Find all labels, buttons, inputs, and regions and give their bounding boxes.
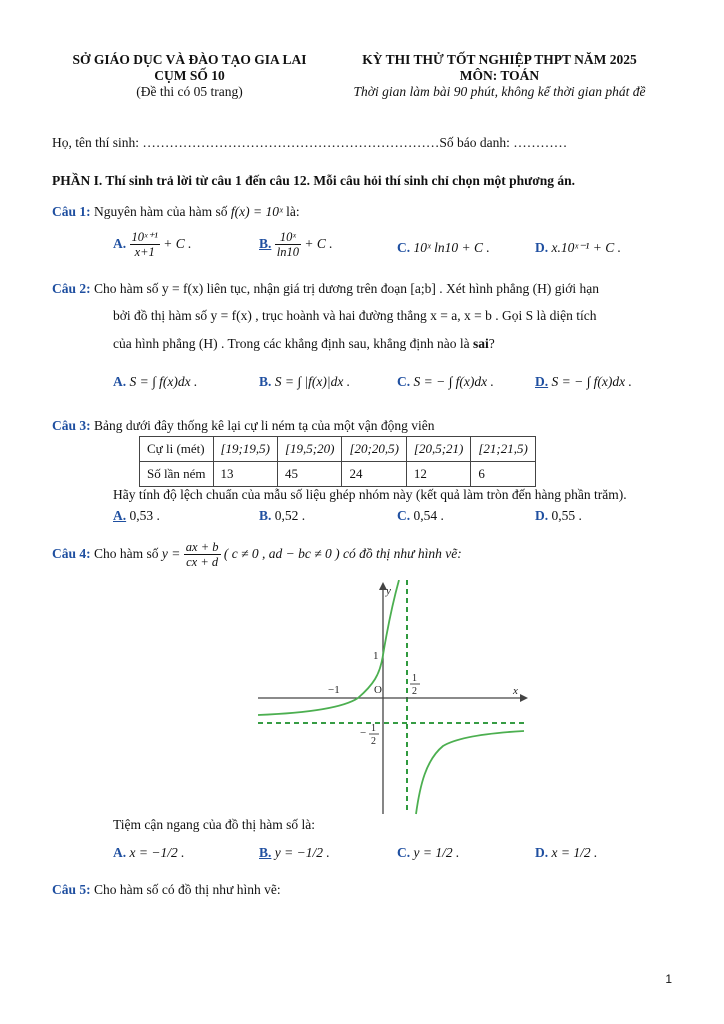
question-1-stem: [52, 204, 300, 220]
question-1-label: Câu 1:: [52, 204, 91, 219]
table-row: [140, 437, 536, 462]
part-1-heading: PHẦN I. Thí sinh trả lời từ câu 1 đến câu 12. Mỗi câu hỏi thí sinh chỉ chọn một phương án.: [52, 173, 575, 188]
question-5-label: Câu 5:: [52, 882, 91, 897]
option-label: C.: [397, 845, 411, 860]
table-cell: 24: [342, 462, 406, 487]
student-info-line: Họ, tên thí sinh: …………………………………………………………Số báo danh: …………: [52, 135, 568, 150]
y-axis-label: y: [386, 585, 391, 597]
question-1-text: Nguyên hàm của hàm số: [94, 204, 228, 219]
question-4-option-a[interactable]: [113, 845, 184, 861]
option-text: y = 1/2 .: [413, 845, 460, 860]
table-row: [140, 462, 536, 487]
neg-half-numerator: 1: [371, 723, 376, 734]
option-label: A.: [113, 374, 127, 389]
option-text: y = −1/2 .: [274, 845, 330, 860]
half-denominator: 2: [412, 686, 417, 697]
subject: MÔN: TOÁN: [459, 68, 540, 83]
table-cell: Cự li (mét): [140, 437, 214, 462]
question-3-text: Bảng dưới đây thống kê lại cự li ném tạ của một vận động viên: [94, 418, 435, 433]
question-4-option-d[interactable]: [535, 845, 597, 861]
option-text: S = ∫ f(x)dx .: [129, 374, 198, 389]
option-label: B.: [259, 508, 272, 523]
option-label: A.: [113, 235, 127, 251]
question-2-option-c[interactable]: [397, 374, 494, 390]
tick-label-minus-1: −1: [328, 684, 340, 696]
option-text: 10ˣ ln10 + C .: [413, 240, 490, 255]
question-1-option-c[interactable]: [397, 240, 490, 256]
question-1-option-d[interactable]: [535, 240, 621, 256]
option-label: D.: [535, 508, 549, 523]
question-2-line-2: bởi đồ thị hàm số y = f(x) , trục hoành và hai đường thẳng x = a, x = b . Gọi S là diện tích: [113, 308, 597, 323]
fraction: [130, 230, 160, 260]
numerator: 10ˣ: [275, 230, 301, 245]
table-cell: 45: [277, 462, 341, 487]
option-text: x = −1/2 .: [129, 845, 185, 860]
page-count-note: (Đề thi có 05 trang): [136, 84, 243, 99]
option-tail: + C .: [304, 235, 333, 251]
question-4-ask: Tiệm cận ngang của đồ thị hàm số là:: [113, 817, 315, 832]
table-cell: 12: [406, 462, 470, 487]
question-4-label: Câu 4:: [52, 545, 91, 561]
question-2-text: Cho hàm số y = f(x) liên tục, nhận giá trị dương trên đoạn [a;b] . Xét hình phẳng (H) giới hạn: [94, 281, 599, 296]
option-label: D.: [535, 240, 549, 255]
question-5-text: Cho hàm số có đồ thị như hình vẽ:: [94, 882, 281, 897]
option-label: B.: [259, 845, 272, 860]
rational-function-graph: [258, 580, 528, 816]
table-cell: [19;19,5): [213, 437, 277, 462]
question-2-line-1: [52, 281, 599, 297]
option-text: 0,52 .: [274, 508, 306, 523]
option-text: S = − ∫ f(x)dx .: [413, 374, 494, 389]
option-text: 0,55 .: [551, 508, 582, 523]
x-axis-arrow-icon: [520, 694, 528, 702]
option-label: C.: [397, 374, 411, 389]
option-text: x = 1/2 .: [551, 845, 598, 860]
table-cell: Số lần ném: [140, 462, 214, 487]
denominator: cx + d: [186, 555, 219, 570]
function-fraction: [184, 540, 221, 570]
option-text: 0,53 .: [129, 508, 160, 523]
tick-label-1: 1: [373, 650, 379, 662]
question-1-tail: là:: [286, 204, 300, 219]
question-3-stem: [52, 418, 434, 434]
option-label: A.: [113, 845, 127, 860]
question-3-label: Câu 3:: [52, 418, 91, 433]
department-name: SỞ GIÁO DỤC VÀ ĐÀO TẠO GIA LAI: [72, 52, 307, 67]
origin-label: O: [374, 684, 382, 696]
numerator: 10ˣ⁺¹: [131, 230, 158, 244]
option-label: A.: [113, 508, 127, 523]
option-text: S = − ∫ f(x)dx .: [551, 374, 632, 389]
question-1-option-a[interactable]: [113, 230, 192, 260]
neg-sign: −: [360, 727, 367, 739]
question-4-option-b[interactable]: [259, 845, 330, 861]
question-2-option-b[interactable]: [259, 374, 350, 390]
question-4-text: Cho hàm số: [94, 545, 159, 561]
option-label: D.: [535, 845, 549, 860]
table-cell: 6: [471, 462, 535, 487]
question-2-label: Câu 2:: [52, 281, 91, 296]
fraction: [275, 230, 301, 260]
question-1-option-b[interactable]: [259, 230, 333, 260]
question-3-ask: Hãy tính độ lệch chuẩn của mẫu số liệu ghép nhóm này (kết quả làm tròn đến hàng phần trăm).: [113, 487, 627, 502]
question-5-stem: [52, 882, 281, 898]
half-numerator: 1: [412, 673, 417, 684]
option-label: B.: [259, 235, 272, 251]
neg-half-denominator: 2: [371, 736, 376, 747]
option-label: C.: [397, 240, 411, 255]
question-4-stem: [52, 540, 462, 570]
option-text: 0,54 .: [413, 508, 444, 523]
time-note: Thời gian làm bài 90 phút, không kể thời gian phát đề: [353, 84, 646, 99]
table-cell: [21;21,5): [471, 437, 535, 462]
x-axis-label: x: [513, 685, 518, 697]
cluster-name: CỤM SỐ 10: [154, 68, 225, 83]
question-2-line-3: [113, 336, 495, 352]
curve-right-branch: [416, 731, 524, 814]
question-4-option-c[interactable]: [397, 845, 459, 861]
exam-header: [52, 52, 672, 100]
table-cell: [20,5;21): [406, 437, 470, 462]
option-tail: + C .: [163, 235, 192, 251]
option-text: S = ∫ |f(x)|dx .: [274, 374, 351, 389]
question-3-option-d[interactable]: [535, 508, 582, 524]
emphasis-false: sai: [472, 336, 489, 351]
table-cell: [20;20,5): [342, 437, 406, 462]
option-label: D.: [535, 374, 549, 389]
denominator: ln10: [276, 245, 299, 260]
table-cell: 13: [213, 462, 277, 487]
option-label: B.: [259, 374, 272, 389]
question-mark: ?: [488, 336, 495, 351]
question-2-text-3: của hình phẳng (H) . Trong các khẳng định sau, khẳng định nào là: [113, 336, 473, 351]
frequency-table: [139, 436, 536, 487]
question-2-option-d[interactable]: [535, 374, 632, 390]
page-number: 1: [665, 972, 672, 986]
option-label: C.: [397, 508, 411, 523]
question-3-option-c[interactable]: [397, 508, 444, 524]
question-2-option-a[interactable]: [113, 374, 197, 390]
question-1-function: f(x) = 10ˣ: [230, 204, 283, 219]
function-conditions: ( c ≠ 0 , ad − bc ≠ 0 ) có đồ thị như hình vẽ:: [223, 545, 462, 561]
numerator: ax + b: [185, 540, 219, 554]
option-text: x.10ˣ⁻¹ + C .: [551, 240, 621, 255]
question-3-option-a[interactable]: [113, 508, 160, 524]
function-lhs: y =: [161, 545, 181, 561]
exam-title: KỲ THI THỬ TỐT NGHIỆP THPT NĂM 2025: [362, 52, 637, 67]
table-cell: [19,5;20): [277, 437, 341, 462]
denominator: x+1: [134, 245, 155, 260]
question-3-option-b[interactable]: [259, 508, 305, 524]
